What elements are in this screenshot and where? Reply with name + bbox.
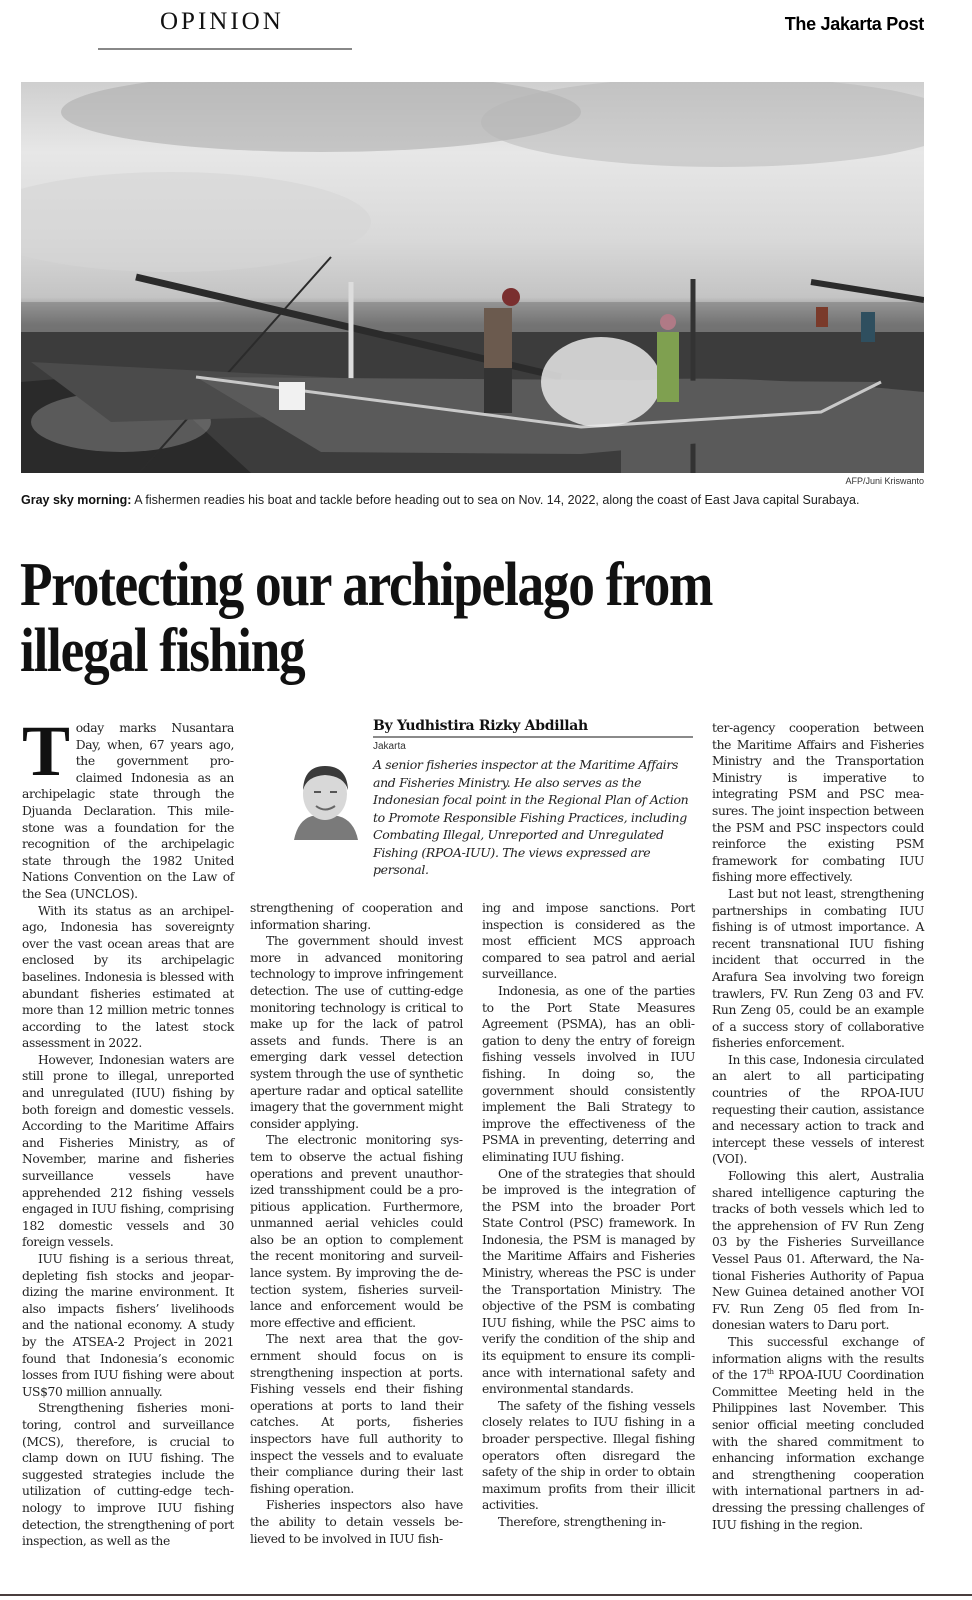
paragraph: The government should invest more in advanced monitoring technology to improve infringement detection. The use of cutting-edge monitoring technology is critical to make up for the lack of patrol assets and funds. There is an emerging dark vessel detection system through the use of synthetic aperture radar and optical satellite imagery that the government might consider applying. [250, 934, 463, 1131]
paragraph: With its status as an archipelago, Indonesia has sovereignty over the vast ocean areas that are enclosed by its archipelagic baselines. Indonesia is blessed with abundant fisheries estimated at more than 12 million metric tonnes according to the latest stock assessment in 2022. [22, 903, 234, 1051]
paragraph: Following this alert, Australia shared intelligence capturing the tracks of both vessels which led to the apprehension of FV Run Zeng 03 by the Fisheries Surveillance Vessel Paus 01. Afterward, the National Fisheries Authority of Papua New Guinea detained another VOI FV. Run Zeng 05 fled from Indonesian waters to Daru port. [712, 1169, 924, 1333]
publication-masthead: The Jakarta Post [784, 14, 924, 34]
paragraph: Strengthening fisheries monitoring, control and surveillance (MCS), therefore, is crucial to clamp down on IUU fishing. The suggested strategies include the utilization of cutting-edge technology to improve IUU fishing detection, the strengthening of port inspection, as well as the [22, 1401, 234, 1549]
paragraph: Fisheries inspectors also have the ability to detain vessels believed to be involved in IUU fish- [250, 1498, 463, 1546]
dateline: Jakarta [373, 741, 406, 752]
author-photo [290, 758, 360, 840]
author-byline: By Yudhistira Rizky Abdillah [373, 718, 693, 738]
paragraph: However, Indonesian waters are still prone to illegal, unreported and unregulated (IUU) fishing by both foreign and domestic vessels. According to the Maritime Affairs and Fisheries Ministry, as of November, marine and fisheries surveillance vessels have apprehended 212 fishing vessels engaged in IUU fishing, comprising 182 domestic vessels and 30 foreign vessels. [22, 1052, 234, 1250]
caption-text: A fishermen readies his boat and tackle before heading out to sea on Nov. 14, 2022, along the coast of East Java capital Surabaya. [131, 493, 860, 507]
section-label: OPINION [160, 8, 284, 35]
paragraph: ter-agency cooperation between the Maritime Affairs and Fisheries Ministry and the Transportation Ministry is imperative to integrating PSM and PSC measures. The joint inspection between the PSM and PSC inspectors could reinforce the existing PSM framework for combating IUU fishing more effectively. [712, 721, 924, 885]
article-column-2 [250, 900, 463, 1547]
article-headline: Protecting our archipelago from illegal fishing [20, 551, 713, 685]
paragraph: Last but not least, strengthening partnerships in combating IUU fishing is of utmost importance. A recent transnational IUU fishing incident that occurred in the Arafura Sea involving two foreign trawlers, FV. Run Zeng 03 and FV. Run Zeng 05, could be an example of a success story of collaborative fisheries enforcement. [712, 886, 924, 1051]
article-column-1 [22, 711, 234, 1550]
drop-cap: T [22, 711, 70, 791]
paragraph: In this case, Indonesia circulated an alert to all participating countries of the RPOA-IUU requesting their caution, assistance and necessary action to track and intercept these vessels of interest (VOI). [712, 1052, 924, 1167]
article-column-4 [712, 720, 924, 1533]
fishing-boat-illustration [21, 82, 924, 473]
byline-block [373, 718, 693, 879]
paragraph: ing and impose sanctions. Port inspection is considered as the most efficient MCS approach compared to sea patrol and aerial surveillance. [482, 901, 695, 982]
bottom-divider [0, 1594, 972, 1596]
paragraph: This successful exchange of information aligns with the results of the 17th RPOA-IUU Coordination Committee Meeting held in the Philippines last November. This senior official meeting concluded with the shared commitment to enhancing information exchange and strengthening cooperation with international partners in addressing the pressing challenges of IUU fishing in the region. [712, 1334, 924, 1532]
photo-credit: AFP/Juni Kriswanto [845, 476, 924, 486]
paragraph: The safety of the fishing vessels closely relates to IUU fishing in a broader perspective. Illegal fishing operators often disregard the safety of the ship in order to obtain maximum profits from their illicit activities. [482, 1398, 695, 1513]
paragraph: The next area that the government should focus on is strengthening inspection at ports. Fishing vessels end their fishing operations at ports to land their catches. At ports, fisheries inspectors have full authority to inspect the vessels and to evaluate their compliance during their last fishing operation. [250, 1332, 463, 1496]
lead-photo [21, 82, 924, 473]
caption-lead: Gray sky morning: [21, 493, 132, 507]
photo-caption [21, 492, 921, 508]
article-column-3 [482, 900, 695, 1531]
section-divider [98, 48, 352, 50]
paragraph: strengthening of cooperation and information sharing. [250, 901, 463, 932]
paragraph: Today marks Nusantara Day, when, 67 years ago, the government proclaimed Indonesia as an archipelagic state through the Djuanda Declaration. This milestone was a foundation for the recognition of the archipelagic state through the 1982 United Nations Convention on the Law of the Sea (UNCLOS). [22, 711, 234, 901]
paragraph: One of the strategies that should be improved is the integration of the PSM into the broader Port State Control (PSC) framework. In Indonesia, the PSM is managed by the Maritime Affairs and Fisheries Ministry, whereas the PSC is under the Transportation Ministry. The objective of the PSM is combating IUU fishing, while the PSC aims to verify the condition of the ship and its equipment to ensure its compliance with international safety and environmental standards. [482, 1166, 695, 1397]
paragraph: The electronic monitoring system to observe the actual fishing operations and prevent unauthorized transshipment could be a propitious application. Furthermore, unmanned aerial vehicles could also be an option to complement the recent monitoring and surveillance system. By improving the detection system, fisheries surveillance and enforcement would be more effective and efficient. [250, 1133, 463, 1330]
paragraph: IUU fishing is a serious threat, depleting fish stocks and jeopardizing the marine environment. It also impacts fishers’ livelihoods and the national economy. A study by the ATSEA-2 Project in 2021 found that Indonesia’s economic losses from IUU fishing were about US$70 million annually. [22, 1252, 234, 1399]
paragraph: Indonesia, as one of the parties to the Port State Measures Agreement (PSMA), has an obligation to deny the entry of foreign fishing vessels involved in IUU fishing. In doing so, the government should consistently implement the Bali Strategy to improve the effectiveness of the PSMA in preventing, deterring and eliminating IUU fishing. [482, 983, 695, 1164]
author-bio: A senior fisheries inspector at the Maritime Affairs and Fisheries Ministry. He also serves as the Indonesian focal point in the Regional Plan of Action to Promote Responsible Fishing Practices, including Combating Illegal, Unreported and Unregulated Fishing (RPOA-IUU). The views expressed are personal. [373, 757, 689, 877]
paragraph: Therefore, strengthening in- [498, 1514, 666, 1529]
author-portrait-icon [290, 758, 360, 840]
